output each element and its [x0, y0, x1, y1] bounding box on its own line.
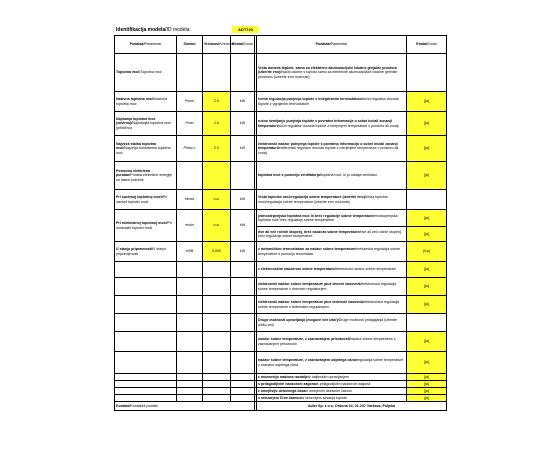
table-row	[115, 54, 447, 92]
unit-cell: kW	[231, 242, 255, 262]
answer-cell: [ja]	[407, 262, 447, 278]
contact-address: Adler Sp. z o.o. Ordona 24, 01-237 Varšava, Poljska	[257, 402, 447, 411]
header-jedinica	[231, 36, 255, 54]
symbol-cell: Pmin	[177, 112, 203, 136]
header-parametar	[115, 36, 177, 54]
row-label-rest: Poraba električne energije za lastne potrebe	[116, 173, 173, 182]
symbol-cell: Pmax,c	[177, 136, 203, 162]
row-label-bold: Najmanja toplotna moć (okvirno)/	[116, 116, 156, 126]
answer-cell: [ja]	[407, 374, 447, 381]
right-text	[257, 332, 407, 352]
answer-cell: [ja]	[407, 352, 447, 374]
right-text-bold: elektronski nadzor sobne temperature plus tedenski časovnik/	[258, 300, 365, 305]
row-label-bold: Najveća stalna toplotna moć/	[116, 141, 157, 151]
right-header-text	[257, 190, 407, 210]
header-jedinica-bold: Enota/	[232, 42, 244, 47]
right-text-bold: s senzorjem Črne žarnice/	[258, 395, 303, 400]
right-text-bold: s prilagodljivim nadzorom zagona/	[258, 381, 317, 386]
right-text-bold: z možnostjo nadzora razdalje/	[258, 374, 309, 379]
header-vrijednost	[203, 36, 235, 54]
right-text-bold: toplotna moč s pomočjo ventilatorja/	[258, 173, 321, 178]
right-text-rest: toplotna moč, ki jo oddaja ventilator	[320, 173, 378, 178]
right-text-bold: z omejitvijo delovnega časa/	[258, 388, 307, 393]
answer-cell: [ja]	[407, 162, 447, 190]
product-datasheet	[114, 25, 446, 411]
model-id-value: ADT720	[232, 26, 259, 33]
right-text-bold: Vrsta dovoda toplote, samo za električne akumulacijske lokalne grejalne prostora (izberite eno)/	[258, 65, 397, 75]
row-label	[115, 136, 177, 162]
empty-cell	[231, 395, 255, 402]
empty-cell	[177, 374, 203, 381]
symbol-cell: elmax	[177, 190, 203, 210]
right-text-bold: nadzor sobne temperature, z zaznavanjem prisotnosti/	[258, 337, 351, 342]
symbol-cell	[177, 162, 203, 190]
row-label	[115, 210, 177, 242]
empty-cell	[203, 352, 231, 374]
answer-cell: [ja]	[407, 278, 447, 296]
right-text	[257, 296, 407, 314]
table-row	[115, 112, 447, 136]
table-row	[115, 352, 447, 374]
row-label-rest: Najmanjša toplotna moč (približno)	[116, 121, 171, 130]
empty-cell	[177, 395, 203, 402]
header-jedinica-2-bold: Enota/	[416, 42, 428, 47]
empty-cell	[177, 262, 203, 278]
symbol-cell: elmin	[177, 210, 203, 242]
right-text-rest: Druge možnosti prilagajanja (izberite lahko več)	[258, 318, 398, 327]
value-cell: 0,000	[203, 242, 231, 262]
value-cell	[203, 54, 231, 92]
value-cell: 2.0	[203, 92, 231, 112]
empty-cell	[203, 395, 231, 402]
unit-cell: kW	[231, 136, 255, 162]
value-cell	[203, 162, 231, 190]
unit-cell: kW	[231, 190, 255, 210]
empty-cell	[115, 381, 177, 388]
contact-row	[115, 402, 447, 411]
right-text-bold: Vrsta toplotne moć/regulacija sobne temperature (izberite eno)/	[258, 195, 366, 200]
header-vrijednost-bold: Vrednost	[204, 42, 220, 47]
empty-cell	[115, 395, 177, 402]
row-label-bold: Pri minimalnoj toplotnoj moći/	[116, 221, 168, 226]
value-cell: n.a.	[203, 190, 231, 210]
empty-cell	[231, 278, 255, 296]
row-label	[115, 190, 177, 210]
header-parametar-2-rest: Parametar	[330, 42, 348, 47]
contact-label-bold: Kontakt/	[116, 403, 131, 408]
empty-cell	[203, 374, 231, 381]
right-text	[257, 162, 407, 190]
row-label-rest: Največja konstantna toplotna moč	[116, 146, 171, 155]
empty-cell	[231, 314, 255, 332]
empty-cell	[231, 381, 255, 388]
answer-cell: [ja]	[407, 296, 447, 314]
right-text-bold: dve ali več ročnih stopenj, brez nadzora sobne temperature/	[258, 229, 361, 234]
right-text	[257, 210, 407, 227]
unit-cell: kW	[231, 210, 255, 242]
table-row	[115, 136, 447, 162]
header-row	[115, 36, 447, 54]
table-row	[115, 296, 447, 314]
table-row	[115, 332, 447, 352]
right-text	[257, 278, 407, 296]
header-jedinica-2	[407, 36, 447, 54]
empty-cell	[177, 381, 203, 388]
symbol-cell: Pnom	[177, 92, 203, 112]
header-parametar-bold: Podatak/	[129, 42, 145, 47]
empty-cell	[115, 278, 177, 296]
right-text-rest: regulacija sobne temperature z zaznavo odprtega okna	[258, 358, 404, 367]
empty-cell	[177, 332, 203, 352]
empty-cell	[115, 388, 177, 395]
row-label-rest: Toplotna moč	[140, 70, 162, 75]
unit-cell	[231, 54, 255, 92]
answer-cell	[407, 314, 447, 332]
answer-cell: [ja]	[407, 112, 447, 136]
table-row	[115, 374, 447, 381]
empty-cell	[115, 314, 177, 332]
empty-cell	[203, 296, 231, 314]
empty-cell	[231, 332, 255, 352]
table-row	[115, 278, 447, 296]
parameter-table	[114, 35, 447, 411]
model-id-label-bold: Identifikacija modela/	[116, 27, 167, 33]
value-cell: n.a.	[203, 210, 231, 242]
empty-cell	[231, 262, 255, 278]
right-text-rest: z omejenim delovnim časom	[306, 388, 352, 393]
right-text-rest: nadzor sobne temperature z zaznavanjem prisotnosti	[258, 337, 396, 346]
empty-cell	[115, 262, 177, 278]
header-parametar-rest: Parametar	[144, 42, 162, 47]
empty-cell	[203, 262, 231, 278]
right-text-rest: enostopenjska toplotna moč brez regulacije sobne temperature	[258, 213, 398, 222]
symbol-cell: elSB	[177, 242, 203, 262]
row-label	[115, 54, 177, 92]
right-text-rest: z daljinskim upravljanjem	[308, 374, 349, 379]
right-text-bold: nadzor sobne temperature, z zaznavanjem odprtega okna/	[258, 358, 357, 363]
right-text-rest: elektronska regulacija sobne temperature z dnevnim regulatorjem	[258, 282, 397, 291]
table-row	[115, 92, 447, 112]
unit-cell: kW	[231, 92, 255, 112]
table-row	[115, 242, 447, 262]
row-label-bold: Toplotna moć/	[116, 70, 141, 75]
right-text-rest: dve ali več ročnih stopenj, brez regulacije sobne temperature	[258, 229, 402, 238]
header-simbol: Simbol	[177, 36, 203, 54]
right-text	[257, 374, 407, 381]
right-text	[257, 227, 407, 242]
right-text-rest: ročni regulator dovoda toplote z vgrajenim termostatom	[258, 97, 399, 106]
row-label-bold: Nazivna toplotna moć/	[116, 97, 155, 102]
right-text	[257, 388, 407, 395]
value-cell: 2.0	[203, 136, 231, 162]
right-text	[257, 352, 407, 374]
right-text	[257, 242, 407, 262]
row-label	[115, 112, 177, 136]
table-row	[115, 262, 447, 278]
right-text-bold: elektronski nadzor sobne temperature plus dnevni časovnik/	[258, 282, 362, 287]
model-identification-line	[114, 25, 446, 35]
right-text	[257, 395, 407, 402]
right-text	[257, 92, 407, 112]
row-label	[115, 162, 177, 190]
right-text-rest: elektronska regulacija sobne temperature s tedenskim regulatorjem	[258, 300, 400, 309]
empty-cell	[203, 388, 231, 395]
right-text-rest: Način oskrbe s toploto samo za električne akumulacijske lokalne grelnike prostorov (izberite eno možnost)	[258, 70, 398, 79]
answer-cell: [ja]	[407, 136, 447, 162]
right-text-bold: jednostepenjska toplotna moć in brez regulacije sobne temperature/	[258, 213, 375, 218]
row-label-rest: Pri minimalni toplotni moči	[116, 221, 172, 230]
answer-cell: [Da]	[407, 242, 447, 262]
empty-cell	[177, 388, 203, 395]
row-label	[115, 242, 177, 262]
answer-cell	[407, 190, 447, 210]
answer-cell: [ja]	[407, 332, 447, 352]
table-row	[115, 210, 447, 227]
answer-cell: [ja]	[407, 395, 447, 402]
value-cell: 1.0	[203, 112, 231, 136]
empty-cell	[231, 352, 255, 374]
right-header-text	[257, 54, 407, 92]
row-label-bold: Pri nazivnoj toplotnoj moći/	[116, 195, 163, 200]
right-text-rest: elektronski nadzor sobne temperature	[335, 267, 396, 272]
right-text-bold: ručno kemijanje punjenja toplote s povratne informacije o sobni inciali zunanji temperaturi/	[258, 119, 392, 128]
row-label-rest: Pri nazivni toplotni moči	[116, 195, 168, 204]
right-text-rest: s senzorjem sevanja toplote	[302, 395, 347, 400]
empty-cell	[177, 296, 203, 314]
row-label	[115, 92, 177, 112]
empty-cell	[203, 381, 231, 388]
answer-cell	[407, 54, 447, 92]
header-parametar-2	[257, 36, 407, 54]
empty-cell	[231, 296, 255, 314]
answer-cell: [ja]	[407, 381, 447, 388]
right-text-rest: ročni regulator dovoda toplote z merjenjem temperature v prostoru ali zunaj	[278, 123, 399, 128]
empty-cell	[231, 388, 255, 395]
table-row	[115, 395, 447, 402]
right-text-rest: Vrsta toplotne moči/regulacija sobne temperature (izberite eno možnost)	[258, 195, 388, 204]
row-label-rest: Nazivna toplotna moč	[116, 97, 168, 106]
right-text	[257, 112, 407, 136]
right-text-rest: s prilagodljivim nadzorom zagona	[316, 381, 371, 386]
empty-cell	[115, 374, 177, 381]
model-id-label-rest: ID modela:	[166, 27, 191, 33]
answer-cell: [ja]	[407, 92, 447, 112]
right-text-bold: z elektronskim nadzorom sobne temperature/	[258, 267, 336, 272]
empty-cell	[231, 374, 255, 381]
table-row	[115, 388, 447, 395]
answer-cell: [ja]	[407, 388, 447, 395]
empty-cell	[177, 278, 203, 296]
right-text-rest: elektronski regulator dovoda toplote z merjenjem temperature v prostoru ali zunaj	[258, 146, 399, 155]
empty-cell	[203, 314, 231, 332]
right-text-bold: elektronski nadzor polnjenja toplote s povratno informacijo o sobni inciali zunanji temperaturi/	[258, 141, 398, 151]
row-label-bold: Pomoćna električna porabar/	[116, 168, 150, 178]
table-row	[115, 190, 447, 210]
right-header-text	[257, 314, 407, 332]
empty-cell	[115, 332, 177, 352]
symbol-cell	[177, 54, 203, 92]
answer-cell: [ja]	[407, 227, 447, 242]
unit-cell	[231, 162, 255, 190]
table-row	[115, 314, 447, 332]
header-vrijednost-rest: /Vrednost	[219, 42, 235, 47]
row-label-rest: V stanju pripravljenosti	[116, 247, 166, 256]
table-row	[115, 162, 447, 190]
empty-cell	[177, 352, 203, 374]
header-parametar-2-bold: Podatak/	[315, 42, 331, 47]
row-label-bold: U stanju pripravnosti/	[116, 247, 153, 252]
right-text-bold: Druge možnosti upravljanja (moguće več izbir)/	[258, 318, 339, 323]
empty-cell	[177, 314, 203, 332]
answer-cell: [ja]	[407, 210, 447, 227]
right-text	[257, 262, 407, 278]
table-row	[115, 381, 447, 388]
model-id-label	[116, 25, 191, 35]
header-jedinica-2-rest: Enota	[427, 42, 437, 47]
right-text	[257, 381, 407, 388]
empty-cell	[115, 352, 177, 374]
empty-cell	[203, 278, 231, 296]
empty-cell	[115, 296, 177, 314]
contact-label-rest: Kontaktni podatki	[130, 403, 158, 408]
header-jedinica-rest: Enota	[243, 42, 253, 47]
empty-cell	[203, 332, 231, 352]
right-text-bold: ručna regulacija punjenja toplote s integriranim termostatom/	[258, 97, 363, 102]
contact-label	[115, 402, 255, 411]
right-text-rest: mehanska regulacija sobne temperature s pomočjo termostata	[258, 247, 401, 256]
right-text-bold: z mehaničkim termostatom za nadzor sobne temperature/	[258, 247, 357, 252]
right-text	[257, 136, 407, 162]
unit-cell: kW	[231, 112, 255, 136]
